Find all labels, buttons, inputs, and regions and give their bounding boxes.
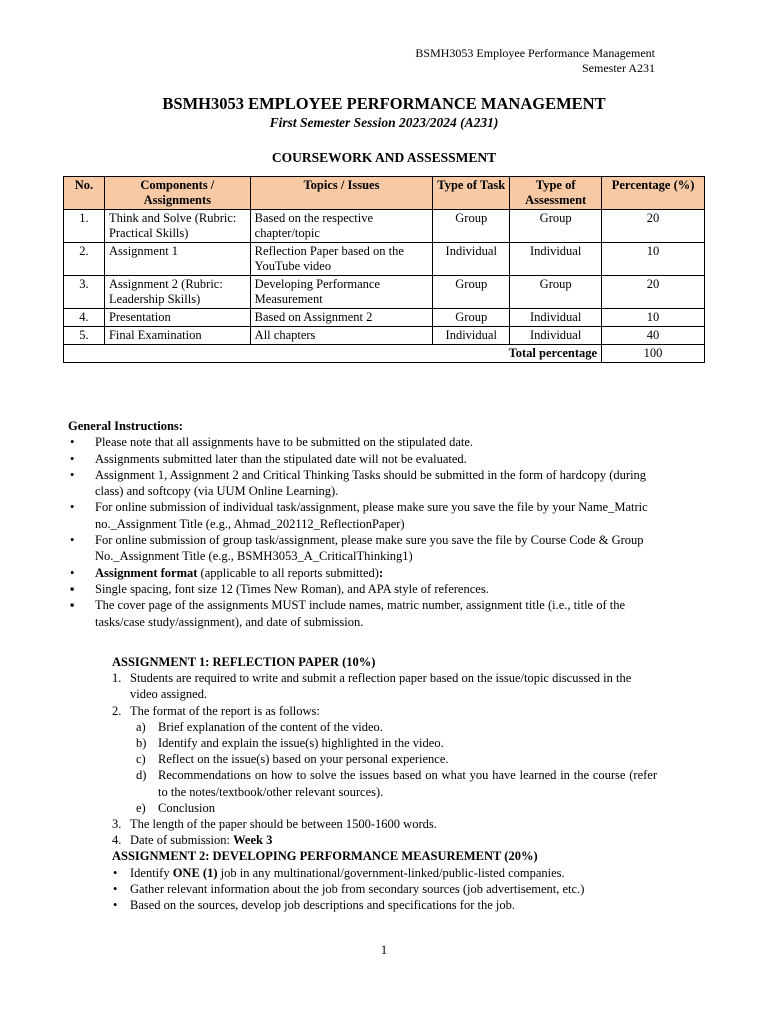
cell-assessment: Individual <box>510 309 602 327</box>
col-no: No. <box>64 177 105 210</box>
list-item-format: • Assignment format (applicable to all reports submitted): <box>70 565 384 580</box>
list-item: • Based on the sources, develop job descriptions and specifications for the job. <box>113 898 515 913</box>
general-instructions <box>68 418 658 630</box>
table-row <box>64 276 705 309</box>
table-row <box>64 243 705 276</box>
assignment2-heading: ASSIGNMENT 2: DEVELOPING PERFORMANCE MEASUREMENT (20%) <box>112 849 538 864</box>
cell-topic: Reflection Paper based on the YouTube video <box>250 243 433 276</box>
list-item: d) Recommendations on how to solve the issues based on what you have learned in the course (refer to the notes/textbook/other relevant sources). <box>136 768 657 799</box>
table-row <box>64 309 705 327</box>
cell-no: 2. <box>64 243 105 276</box>
bullet-icon: • <box>70 467 75 482</box>
header-semester: Semester A231 <box>582 61 655 75</box>
col-type-task: Type of Task <box>433 177 510 210</box>
cell-no: 5. <box>64 327 105 345</box>
cell-percent: 10 <box>602 309 705 327</box>
cell-component: Assignment 1 <box>104 243 250 276</box>
bullet-icon: • <box>113 865 118 880</box>
list-item: 3. The length of the paper should be between 1500-1600 words. <box>112 817 437 832</box>
cell-no: 1. <box>64 210 105 243</box>
cell-no: 3. <box>64 276 105 309</box>
cell-percent: 40 <box>602 327 705 345</box>
list-item: • Please note that all assignments have to be submitted on the stipulated date. <box>70 435 474 450</box>
bullet-icon: • <box>113 881 118 896</box>
col-percentage: Percentage (%) <box>602 177 705 210</box>
list-item: e) Conclusion <box>136 800 215 815</box>
cell-component: Assignment 2 (Rubric: Leadership Skills) <box>104 276 250 309</box>
cell-topic: Based on Assignment 2 <box>250 309 433 327</box>
list-item: • Assignment 1, Assignment 2 and Critical Thinking Tasks should be submitted in the form of hardcopy (during class) and softcopy (via UUM Online Learning). <box>70 467 647 499</box>
table-total-row <box>64 345 705 363</box>
bullet-icon: • <box>70 451 75 466</box>
list-item: 2. The format of the report is as follows: <box>112 703 320 718</box>
list-item: • Assignments submitted later than the stipulated date will not be evaluated. <box>70 451 467 466</box>
square-bullet-icon: ▪ <box>70 598 75 613</box>
cell-topic: All chapters <box>250 327 433 345</box>
cell-component: Presentation <box>104 309 250 327</box>
bullet-icon: • <box>70 500 75 515</box>
bullet-icon: • <box>70 565 75 580</box>
cell-assessment: Group <box>510 276 602 309</box>
list-item: b) Identify and explain the issue(s) highlighted in the video. <box>136 736 444 751</box>
list-item: • For online submission of group task/assignment, please make sure you save the file by Course Code & Group No._Assignment Title (e.g., BSMH3053_A_CriticalThinking1) <box>70 533 644 564</box>
total-label: Total percentage <box>64 345 602 363</box>
cell-task: Individual <box>433 327 510 345</box>
cell-component: Think and Solve (Rubric: Practical Skills) <box>104 210 250 243</box>
cell-percent: 20 <box>602 210 705 243</box>
list-item: • Gather relevant information about the job from secondary sources (job advertisement, etc.) <box>113 881 585 896</box>
total-value: 100 <box>602 345 705 363</box>
coursework-heading: COURSEWORK AND ASSESSMENT <box>271 150 497 165</box>
list-item: c) Reflect on the issue(s) based on your personal experience. <box>136 752 449 767</box>
bullet-icon: • <box>113 898 118 913</box>
list-item: ▪ The cover page of the assignments MUST include names, matric number, assignment title (i.e., title of the tasks/case study/assignment), and date of submission. <box>70 598 626 629</box>
list-item: ▪ Single spacing, font size 12 (Times New Roman), and APA style of references. <box>70 581 489 596</box>
cell-topic: Developing Performance Measurement <box>250 276 433 309</box>
cell-task: Group <box>433 210 510 243</box>
list-item: 1. Students are required to write and submit a reflection paper based on the issue/topic discussed in the video assigned. <box>112 671 632 702</box>
assignment-sections <box>112 654 657 913</box>
general-instructions-heading: General Instructions: <box>68 419 183 433</box>
list-item: • For online submission of individual task/assignment, please make sure you save the file by your Name_Matric no._Assignment Title (e.g., Ahmad_202112_ReflectionPaper) <box>70 500 648 531</box>
bullet-icon: • <box>70 533 75 548</box>
list-item: 4. Date of submission: Week 3 <box>112 833 273 848</box>
cell-component: Final Examination <box>104 327 250 345</box>
col-topics: Topics / Issues <box>250 177 433 210</box>
document-title: BSMH3053 EMPLOYEE PERFORMANCE MANAGEMENT <box>162 94 606 113</box>
cell-assessment: Individual <box>510 243 602 276</box>
bullet-icon: • <box>70 435 75 450</box>
col-type-assessment: Type of Assessment <box>510 177 602 210</box>
list-item: a) Brief explanation of the content of the video. <box>136 719 383 734</box>
table-header-row <box>64 177 705 210</box>
cell-percent: 10 <box>602 243 705 276</box>
assignment2-section <box>112 848 657 913</box>
cell-task: Group <box>433 309 510 327</box>
cell-percent: 20 <box>602 276 705 309</box>
cell-task: Individual <box>433 243 510 276</box>
table-row <box>64 327 705 345</box>
cell-no: 4. <box>64 309 105 327</box>
table-row <box>64 210 705 243</box>
cell-assessment: Group <box>510 210 602 243</box>
header-course: BSMH3053 Employee Performance Management <box>415 46 655 60</box>
cell-assessment: Individual <box>510 327 602 345</box>
cell-task: Group <box>433 276 510 309</box>
assignment1-heading: ASSIGNMENT 1: REFLECTION PAPER (10%) <box>112 655 376 669</box>
list-item: • Identify ONE (1) job in any multinational/government-linked/public-listed companies. <box>113 865 565 880</box>
running-header <box>415 46 655 76</box>
col-components: Components / Assignments <box>104 177 250 210</box>
square-bullet-icon: ▪ <box>70 581 75 596</box>
instructions-list <box>68 434 658 630</box>
cell-topic: Based on the respective chapter/topic <box>250 210 433 243</box>
assessment-table <box>63 176 705 363</box>
document-subtitle: First Semester Session 2023/2024 (A231) <box>269 115 499 130</box>
page-number: 1 <box>380 943 388 957</box>
